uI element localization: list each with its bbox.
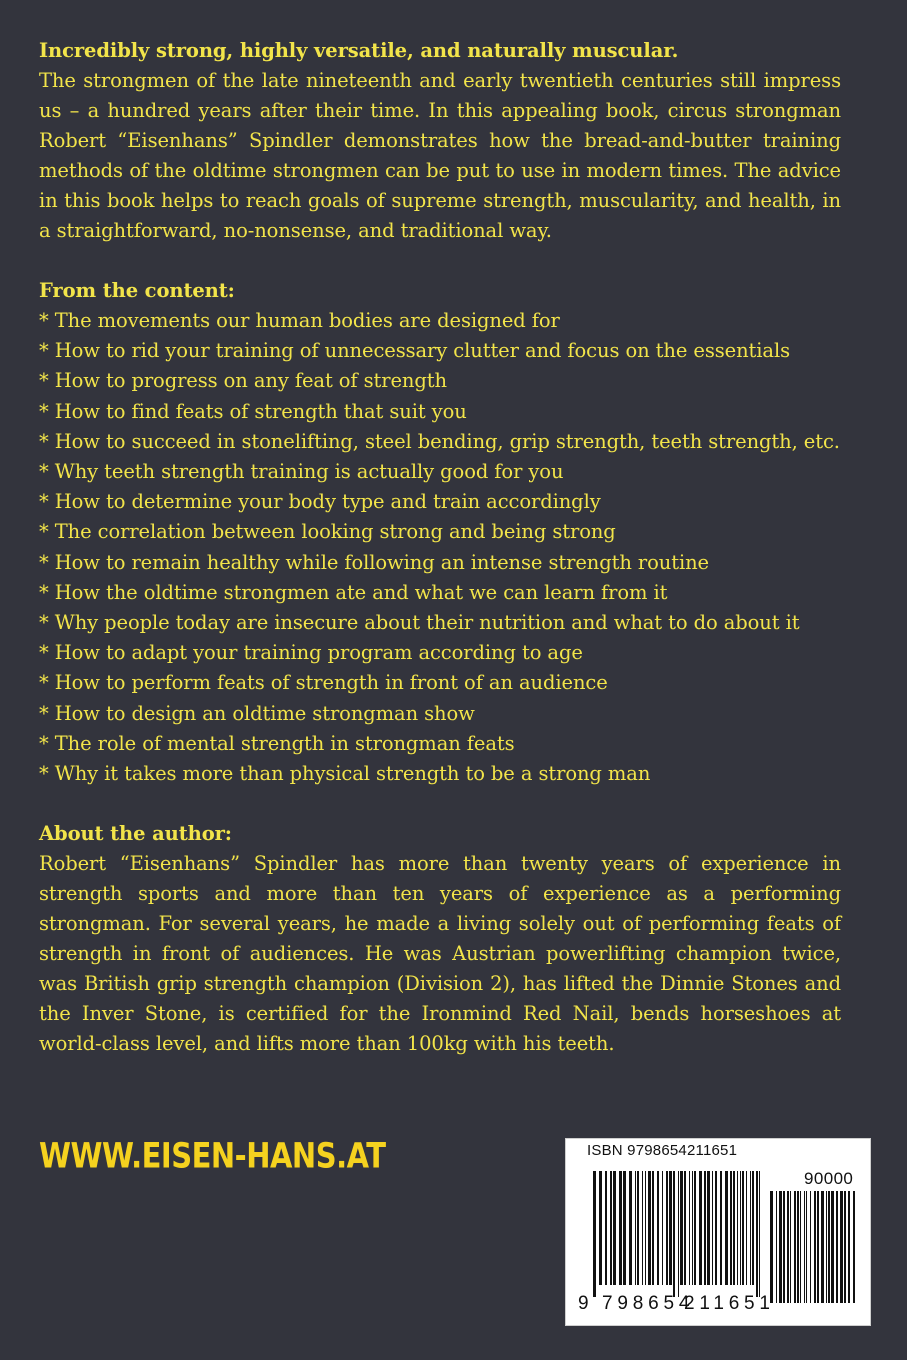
barcode-bar xyxy=(794,1191,796,1303)
barcode-bar xyxy=(853,1191,855,1303)
content-list xyxy=(39,306,841,789)
barcode-bar xyxy=(831,1191,834,1303)
barcode-bar xyxy=(666,1171,668,1285)
barcode-bar xyxy=(623,1171,626,1285)
barcode-bar xyxy=(704,1171,706,1285)
list-item: * How to find feats of strength that suit you xyxy=(39,399,467,423)
barcode-bar xyxy=(750,1171,751,1285)
cover-text-block xyxy=(39,36,841,1059)
barcode-bar xyxy=(737,1171,738,1285)
barcode-bar xyxy=(637,1171,639,1285)
barcode-bar xyxy=(836,1191,838,1303)
barcode-bar xyxy=(746,1171,747,1285)
list-item: * How to progress on any feat of strength xyxy=(39,369,447,393)
barcode-bar xyxy=(756,1171,758,1297)
list-item: * Why it takes more than physical strength to be a strong man xyxy=(39,762,651,786)
barcode-bar xyxy=(669,1171,672,1285)
list-item: * How the oldtime strongmen ate and what we can learn from it xyxy=(39,580,668,604)
barcode-addon-number: 90000 xyxy=(804,1169,854,1188)
barcode-bar xyxy=(707,1171,710,1285)
list-item: * The movements our human bodies are designed for xyxy=(39,309,560,332)
barcode-bar xyxy=(730,1171,732,1285)
barcode-bar xyxy=(715,1171,717,1285)
barcode-bar xyxy=(770,1191,773,1303)
barcode-left-digits: 798654 xyxy=(602,1293,695,1314)
barcode-bar xyxy=(629,1171,632,1285)
barcode-bar xyxy=(828,1191,830,1303)
list-item: * How to determine your body type and train accordingly xyxy=(39,490,601,514)
barcode-bar xyxy=(790,1191,791,1303)
barcode-bar xyxy=(662,1171,663,1285)
barcode-bar xyxy=(814,1191,816,1303)
barcode-bar xyxy=(848,1191,850,1303)
barcode-bar xyxy=(844,1191,846,1303)
barcode-bar xyxy=(840,1191,843,1303)
barcode-bar xyxy=(740,1171,741,1285)
barcode-right-digits: 211651 xyxy=(684,1293,775,1314)
barcode-bar xyxy=(752,1171,754,1285)
list-item: * How to perform feats of strength in front of an audience xyxy=(39,671,608,695)
barcode-bar xyxy=(694,1171,696,1285)
barcode-bar xyxy=(605,1171,607,1285)
barcode-bar xyxy=(733,1171,735,1285)
barcode-bar xyxy=(821,1191,824,1303)
barcode-bar xyxy=(800,1191,801,1303)
barcode-bar xyxy=(610,1171,612,1285)
barcode-bar xyxy=(817,1191,819,1303)
barcode-bar xyxy=(645,1171,646,1285)
author-paragraph: Robert “Eisenhans” Spindler has more than twenty years of experience in strength sports and more than ten years of experience as a performing strongman. For several years, he made a living solely out of performing feats of strength in front of audiences. He was Austrian powerlifting champion twice, was British grip strength champion (Division 2), has lifted the Dinnie Stones and the Inver Stone, is certified for the Ironmind Red Nail, bends horseshoes at world-class level, and lifts more than 100kg with his teeth. xyxy=(39,852,841,1056)
barcode-bar xyxy=(797,1191,799,1303)
isbn-barcode xyxy=(565,1138,871,1326)
barcode-bar xyxy=(712,1171,713,1285)
barcode-bar xyxy=(684,1171,686,1285)
barcode-main-bars xyxy=(593,1171,761,1297)
barcode-bar xyxy=(759,1171,760,1297)
barcode-bar xyxy=(642,1171,643,1285)
isbn-label: ISBN 9798654211651 xyxy=(587,1142,738,1159)
list-item: * How to adapt your training program according to age xyxy=(39,641,583,665)
barcode-bar xyxy=(810,1191,811,1303)
intro-paragraph: The strongmen of the late nineteenth and early twentieth centuries still impress us – a hundred years after their time. In this appealing book, circus strongman Robert “Eisenhans” Spindler demonstrates how the bread-and-butter training methods of the oldtime strongmen can be put to use in modern times. The advice in this book helps to reach goals of supreme strength, muscularity, and health, in a straightforward, no-nonsense, and traditional way. xyxy=(39,69,841,242)
barcode-bar xyxy=(635,1171,636,1285)
barcode-bar xyxy=(678,1171,679,1297)
list-item: * Why teeth strength training is actually good for you xyxy=(39,460,564,484)
list-item: * How to rid your training of unnecessary clutter and focus on the essentials xyxy=(39,339,790,363)
website-url: WWW.EISEN-HANS.AT xyxy=(39,1135,386,1176)
barcode-bar xyxy=(680,1171,683,1285)
barcode-bar xyxy=(648,1171,651,1285)
barcode-bar xyxy=(599,1171,602,1285)
barcode-bar xyxy=(804,1191,805,1303)
barcode-bar xyxy=(720,1171,722,1285)
headline: Incredibly strong, highly versatile, and naturally muscular. xyxy=(39,39,679,62)
barcode-bar xyxy=(657,1171,659,1285)
barcode-addon-bars xyxy=(770,1191,856,1303)
barcode-bar xyxy=(742,1171,744,1285)
barcode-bar xyxy=(776,1191,777,1303)
barcode-bar xyxy=(619,1171,622,1285)
barcode-bar xyxy=(689,1171,690,1285)
list-item: * The correlation between looking strong and being strong xyxy=(39,520,616,544)
barcode-bar xyxy=(673,1171,675,1297)
barcode-bar xyxy=(779,1191,782,1303)
barcode-bar xyxy=(692,1171,693,1285)
list-item: * How to design an oldtime strongman show xyxy=(39,701,475,725)
list-item: * How to succeed in stonelifting, steel bending, grip strength, teeth strength, etc. xyxy=(39,429,840,453)
barcode-bar xyxy=(652,1171,654,1285)
barcode-bar xyxy=(826,1191,827,1303)
barcode-first-digit: 9 xyxy=(578,1293,589,1314)
barcode-bar xyxy=(725,1171,728,1285)
barcode-bar xyxy=(787,1191,789,1303)
author-section-title: About the author: xyxy=(39,822,232,846)
list-item: * The role of mental strength in strongman feats xyxy=(39,731,515,755)
list-item: * Why people today are insecure about their nutrition and what to do about it xyxy=(39,611,800,635)
barcode-bar xyxy=(806,1191,807,1303)
list-item: * How to remain healthy while following an intense strength routine xyxy=(39,550,709,574)
content-section-title: From the content: xyxy=(39,279,235,302)
barcode-bar xyxy=(593,1171,596,1297)
barcode-bar xyxy=(699,1171,702,1285)
barcode-bar xyxy=(783,1191,785,1303)
barcode-bar xyxy=(613,1171,616,1285)
